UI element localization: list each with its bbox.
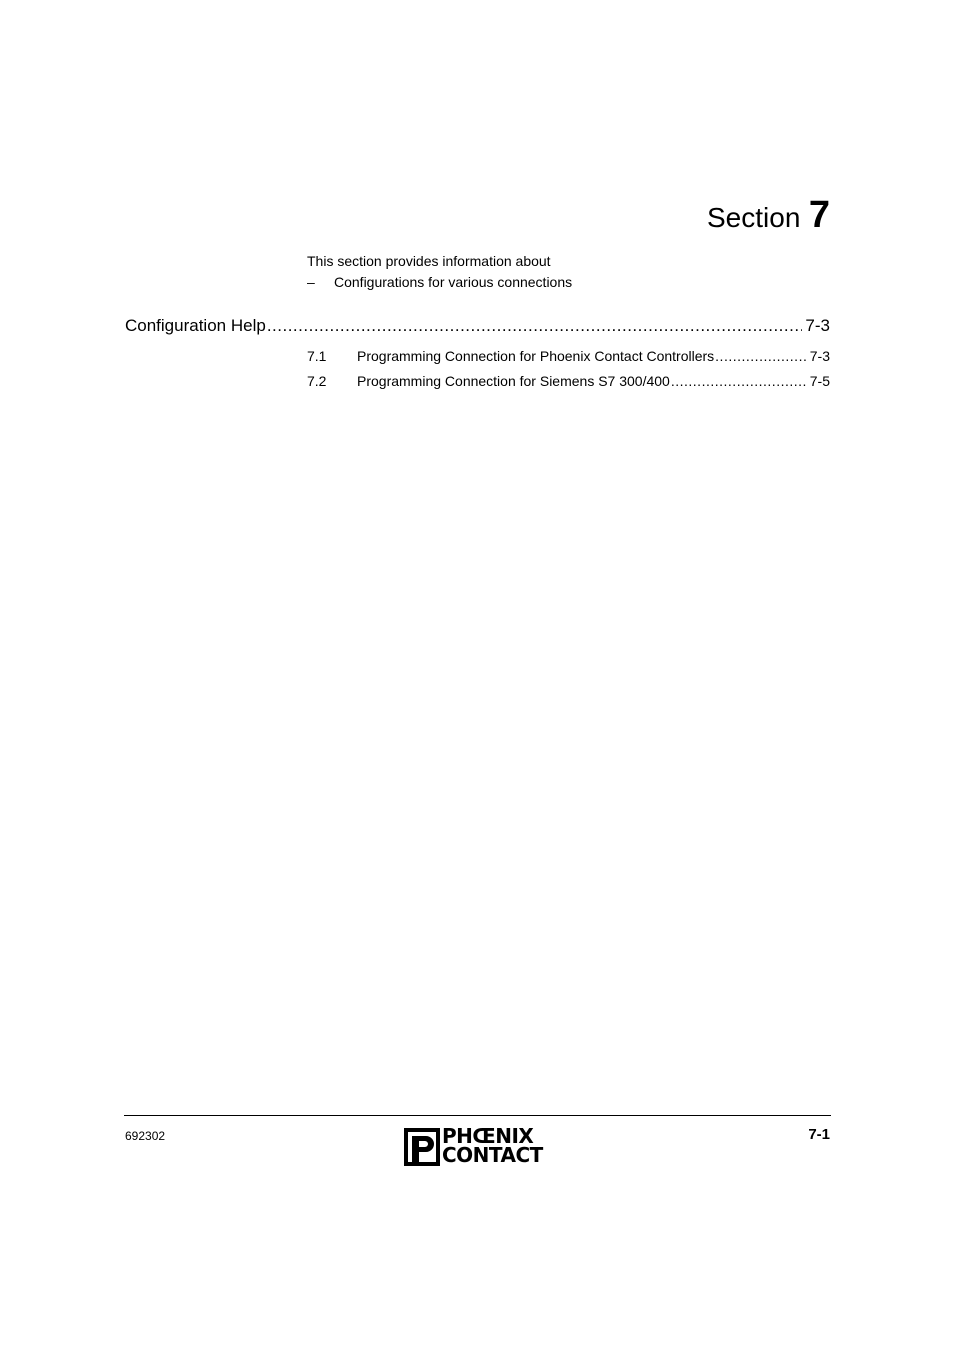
toc-entry-page: 7-3 <box>805 316 830 335</box>
page-number: 7-1 <box>808 1126 830 1143</box>
toc-dot-leader <box>715 347 807 365</box>
toc-entry-7-2[interactable] <box>307 372 830 390</box>
toc-entry-7-1[interactable] <box>307 347 830 365</box>
intro-bullet <box>307 273 572 291</box>
toc-entry-page: 7-3 <box>809 348 830 364</box>
toc-dot-leader <box>671 372 807 390</box>
toc-entry-page: 7-5 <box>809 373 830 389</box>
intro-lead: This section provides information about <box>307 253 551 269</box>
section-number: 7 <box>808 194 830 236</box>
phoenix-contact-logo-icon <box>404 1128 440 1166</box>
toc-entry-number: 7.1 <box>307 348 327 364</box>
section-word: Section <box>707 202 801 233</box>
document-code: 692302 <box>125 1129 166 1143</box>
intro-bullet-text: Configurations for various connections <box>334 274 573 290</box>
toc-dot-leader <box>267 315 803 337</box>
section-heading <box>707 196 830 234</box>
toc-entry-title: Programming Connection for Phoenix Contact Controllers <box>357 348 715 364</box>
toc-entry-title: Configuration Help <box>125 316 266 335</box>
footer-divider <box>124 1115 831 1116</box>
toc-entry-title: Programming Connection for Siemens S7 300/400 <box>357 373 670 389</box>
phoenix-contact-logo <box>404 1124 552 1168</box>
toc-entry-configuration-help[interactable] <box>125 315 830 337</box>
bullet-dash: – <box>307 274 315 290</box>
toc-entry-number: 7.2 <box>307 373 327 389</box>
logo-wordmark-line2: CONTACT <box>442 1143 543 1167</box>
logo-wordmark-line1: PHŒNIX <box>442 1124 534 1148</box>
